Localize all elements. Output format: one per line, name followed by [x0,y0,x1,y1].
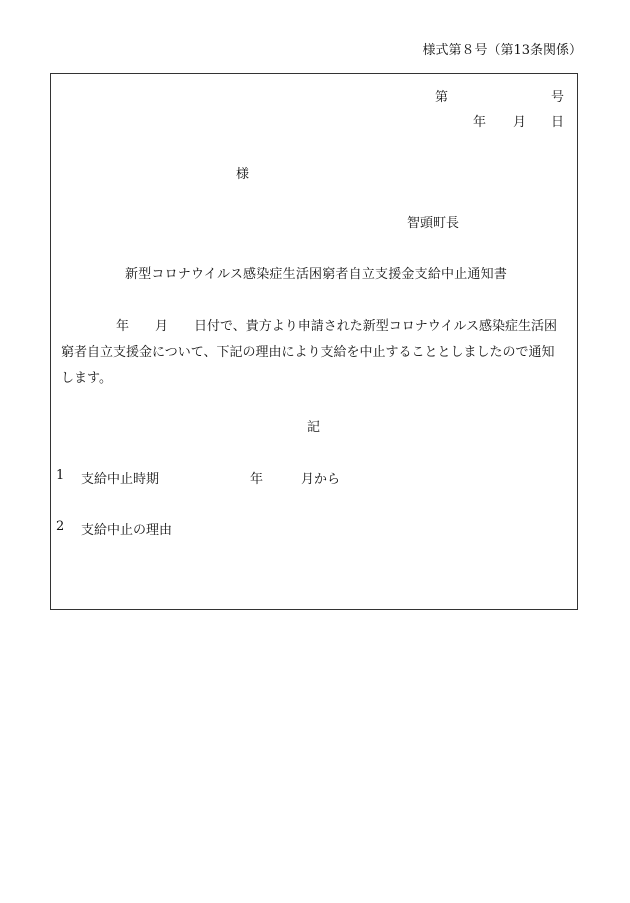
item-1-number: 1 [56,468,65,483]
item-1-month-from-label: 月から [301,472,341,487]
body-date-year: 年 [116,319,130,334]
issuer-name: 智頭町長 [407,216,460,231]
date-day-label: 日 [551,115,565,130]
body-line-3: します。 [61,371,112,386]
ki-heading: 記 [307,420,321,435]
notice-frame [50,73,578,610]
item-1-year-label: 年 [250,472,264,487]
date-year-label: 年 [473,115,487,130]
body-line-2: 窮者自立支援金について、下記の理由により支給を中止することとしましたので通知 [61,345,555,360]
addressee-suffix: 様 [236,167,250,182]
body-date-month: 月 [155,319,169,334]
item-2-number: 2 [56,519,65,534]
body-line-1 [61,314,561,340]
number-suffix: 号 [551,90,565,105]
form-number: 様式第８号（第13条関係） [422,43,582,58]
item-1-label: 支給中止時期 [81,472,160,487]
body-line-1-text: 日付で、貴方より申請された新型コロナウイルス感染症生活困 [194,319,557,334]
item-2-label: 支給中止の理由 [81,523,173,538]
document-title: 新型コロナウイルス感染症生活困窮者自立支援金支給中止通知書 [125,267,508,282]
body-paragraph [61,314,561,392]
date-month-label: 月 [513,115,527,130]
number-prefix: 第 [435,90,449,105]
